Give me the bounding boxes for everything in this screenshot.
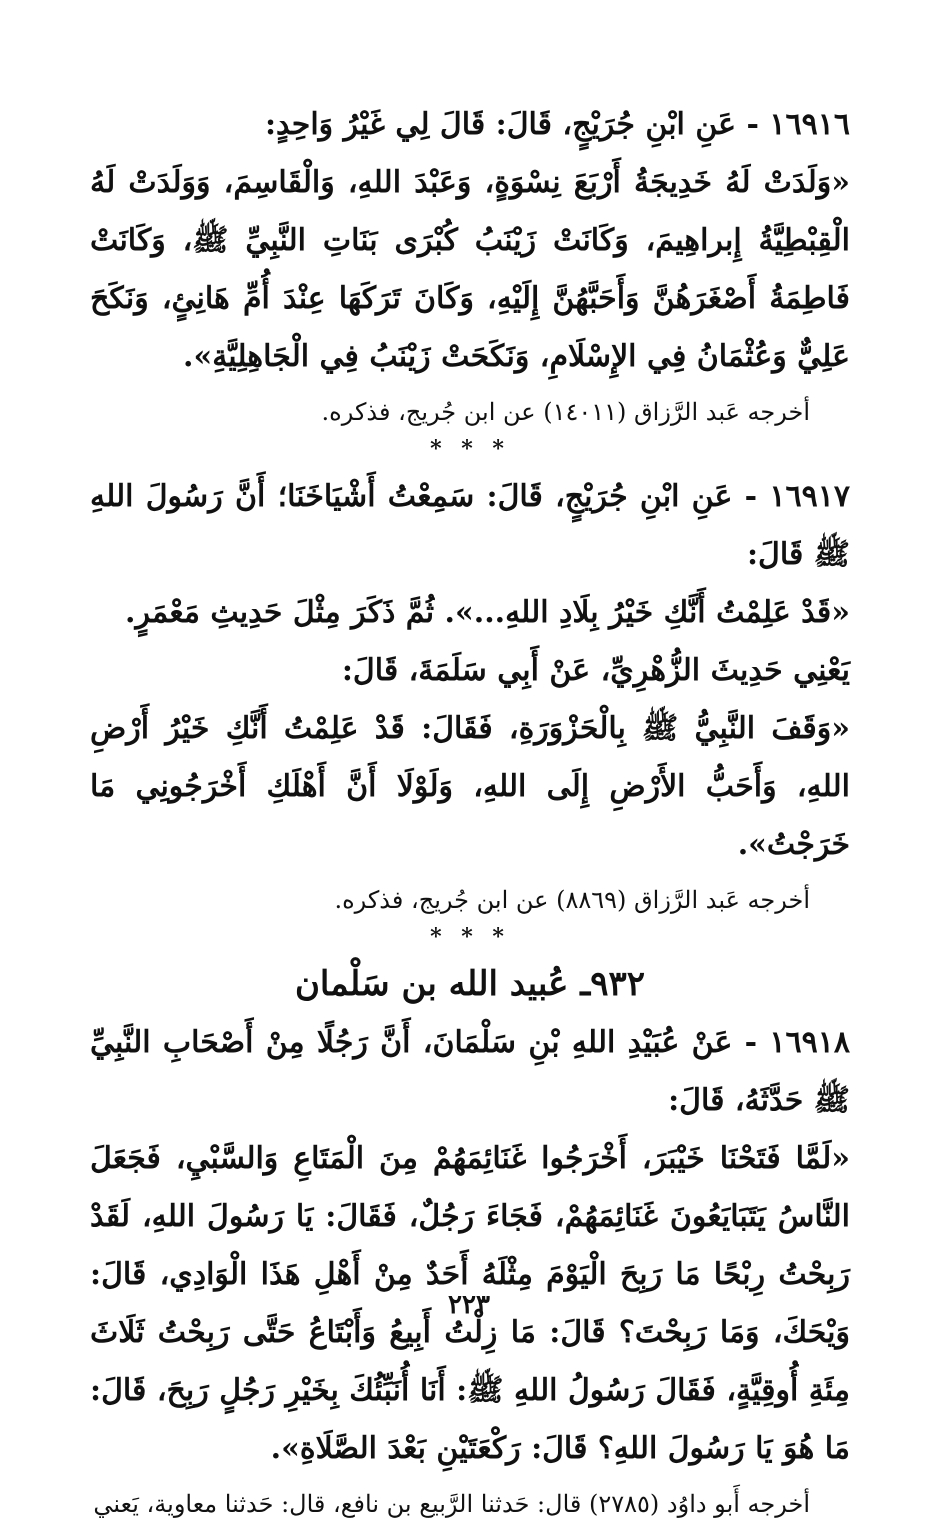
hadith-16917-chain: يَعْنِي حَدِيثَ الزُّهْرِيِّ، عَنْ أَبِي سَلَمَةَ، قَالَ: [341,653,850,688]
hadith-16916-intro: ١٦٩١٦ - عَنِ ابْنِ جُرَيْجٍ، قَالَ: قَالَ لِي غَيْرُ وَاحِدٍ: [264,107,850,142]
chapter-title: ٩٣٢ـ عُبيد الله بن سَلْمان [294,964,646,1004]
hadith-16916-text: «وَلَدَتْ لَهُ خَدِيجَةُ أَرْبَعَ نِسْوَةٍ، وَعَبْدَ اللهِ، وَالْقَاسِمَ، وَوَلَدَتْ لَهُ الْقِبْطِيَّةُ إِبراهِيمَ، وَكَانَتْ زَيْنَبُ كُبْرَى بَنَاتِ النَّبِيِّ ﷺ، وَكَانَتْ فَاطِمَةُ أَصْغَرَهُنَّ وَأَحَبَّهُنَّ إِلَيْهِ، وَكَانَ تَرَكَهَا عِنْدَ أُمِّ هَانِئٍ، وَنَكَحَ عَلِيٌّ وَعُثْمَانُ فِي الإِسْلَامِ، وَنَكَحَتْ زَيْنَبُ فِي الْجَاهِلِيَّةِ». [90,165,850,374]
hadith-16917-intro: ١٦٩١٧ - عَنِ ابْنِ جُرَيْجٍ، قَالَ: سَمِعْتُ أَشْيَاخَنَا؛ أَنَّ رَسُولَ اللهِ ﷺ قَالَ: [90,479,850,572]
hadith-16918-intro: ١٦٩١٨ - عَنْ عُبَيْدِ اللهِ بْنِ سَلْمَانَ، أَنَّ رَجُلًا مِنْ أَصْحَابِ النَّبِيِّ ﷺ حَدَّثَهُ، قَالَ: [90,1025,850,1118]
hadith-16918-text: «لَمَّا فَتَحْنَا خَيْبَرَ، أَخْرَجُوا غَنَائِمَهُمْ مِنَ الْمَتَاعِ وَالسَّبْيِ، فَجَعَلَ النَّاسُ يَتَبَايَعُونَ غَنَائِمَهُمْ، فَجَاءَ رَجُلٌ، فَقَالَ: يَا رَسُولَ اللهِ، لَقَدْ رَبِحْتُ رِبْحًا مَا رَبِحَ الْيَوْمَ مِثْلَهُ أَحَدٌ مِنْ أَهْلِ هَذَا الْوَادِي، قَالَ: وَيْحَكَ، وَمَا رَبِحْتَ؟ قَالَ: مَا زِلْتُ أَبِيعُ وَأَبْتَاعُ حَتَّى رَبِحْتُ ثَلَاثَ مِئَةِ أُوقِيَّةٍ، فَقَالَ رَسُولُ اللهِ ﷺ: أَنَا أُنَبِّئُكَ بِخَيْرِ رَجُلٍ رَبِحَ، قَالَ: مَا هُوَ يَا رَسُولَ اللهِ؟ قَالَ: رَكْعَتَيْنِ بَعْدَ الصَّلَاةِ». [90,1141,850,1466]
hadith-16918-takhrij: أخرجه أَبو داوُد (٢٧٨٥) قال: حَدثنا الرَّبيع بن نافع، قال: حَدثنا معاوية، يَعني [93,1490,810,1518]
hadith-16917-matn: «وَقَفَ النَّبِيُّ ﷺ بِالْحَزْوَرَةِ، فَقَالَ: قَدْ عَلِمْتُ أَنَّكِ خَيْرُ أَرْضِ اللهِ، وَأَحَبُّ الأَرْضِ إِلَى اللهِ، وَلَوْلَا أَنَّ أَهْلَكِ أَخْرَجُونِي مَا خَرَجْتُ». [90,711,850,862]
section-separator: * * * [430,436,510,462]
hadith-16917-takhrij: أخرجه عَبد الرَّزاق (٨٨٦٩) عن ابن جُريج، فذكره. [334,886,810,914]
section-separator-2: * * * [430,924,510,950]
hadith-16917-text: «قَدْ عَلِمْتُ أَنَّكِ خَيْرُ بِلَادِ اللهِ...». ثُمَّ ذَكَرَ مِثْلَ حَدِيثِ مَعْمَرٍ. [125,595,850,630]
hadith-16916-takhrij: أخرجه عَبد الرَّزاق (١٤٠١١) عن ابن جُريج، فذكره. [321,398,810,426]
page-number: ٢٢٣ [448,1290,490,1320]
